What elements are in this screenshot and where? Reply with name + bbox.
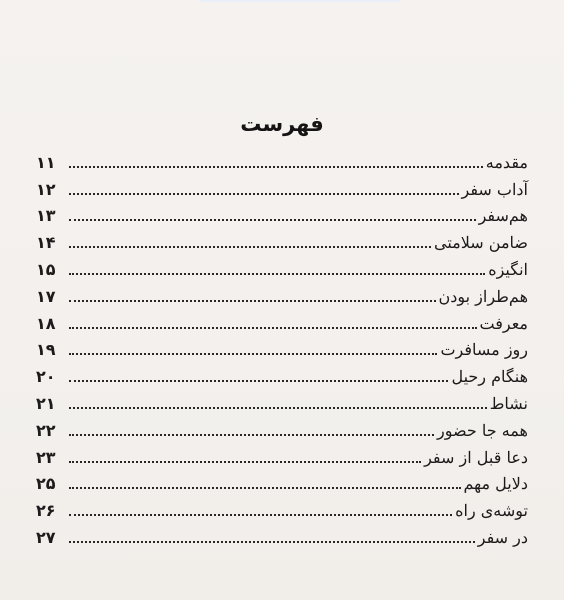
toc-page-number: ۲۳ [36,447,56,467]
toc-page-number: ۱۵ [36,259,56,279]
toc-entry [36,226,528,253]
dot-leader [69,540,475,543]
dot-leader [69,192,459,195]
toc-page-number: ۱۹ [36,340,56,360]
toc-entry [36,387,528,414]
toc-entry-label: هم‌سفر [478,206,528,226]
toc-page-number: ۱۴ [36,233,56,253]
toc-page-number: ۲۷ [36,527,56,547]
dot-leader [69,513,452,516]
toc-page-number: ۲۶ [36,501,56,521]
dot-leader [69,299,436,302]
toc-page-number: ۱۱ [36,152,56,172]
toc-entry-label: معرفت [479,313,528,333]
dot-leader [69,272,485,275]
dot-leader [69,406,487,409]
dot-leader [69,218,476,221]
toc-entry [36,468,528,495]
toc-entry [36,521,528,548]
toc-entry-label: دعا قبل از سفر [424,447,528,467]
toc-entry-label: هم‌طراز بودن [438,286,528,306]
toc-page-number: ۱۲ [36,179,56,199]
toc-entry [36,494,528,521]
toc-entry [36,280,528,307]
toc-page-number: ۱۸ [36,313,56,333]
dot-leader [69,460,421,463]
toc-entry [36,360,528,387]
toc-page-number: ۲۵ [36,474,56,494]
toc-entry-label: توشه‌ی راه [455,501,528,521]
dot-leader [69,165,483,168]
toc-entry-label: هنگام رحیل [451,367,528,387]
toc-entry [36,414,528,441]
top-edge-line [200,0,400,2]
toc-entry [36,253,528,280]
toc-entry-label: دلایل مهم [463,474,528,494]
toc-entry [36,441,528,468]
toc-entry-label: مقدمه [485,152,528,172]
dot-leader [69,379,448,382]
dot-leader [69,352,437,355]
dot-leader [69,486,461,489]
page-title: فهرست [240,112,324,136]
toc-entry-label: در سفر [477,527,528,547]
toc-entry-label: آداب سفر [461,179,528,199]
toc-entry [36,200,528,227]
dot-leader [69,245,431,248]
toc-entry [36,173,528,200]
toc-page-number: ۲۰ [36,367,56,387]
dot-leader [69,433,434,436]
toc-entry [36,334,528,361]
toc-page-number: ۱۳ [36,206,56,226]
toc-entry-label: روز مسافرت [440,340,528,360]
toc-entry-label: ضامن سلامتی [434,233,528,253]
toc-page-number: ۲۲ [36,420,56,440]
toc-entry-label: همه جا حضور [437,420,528,440]
toc-entry [36,307,528,334]
toc-page-number: ۲۱ [36,393,56,413]
table-of-contents [36,146,528,548]
toc-page-number: ۱۷ [36,286,56,306]
toc-entry-label: نشاط [489,393,528,413]
toc-entry-label: انگیزه [488,259,528,279]
toc-entry [36,146,528,173]
dot-leader [69,326,477,329]
